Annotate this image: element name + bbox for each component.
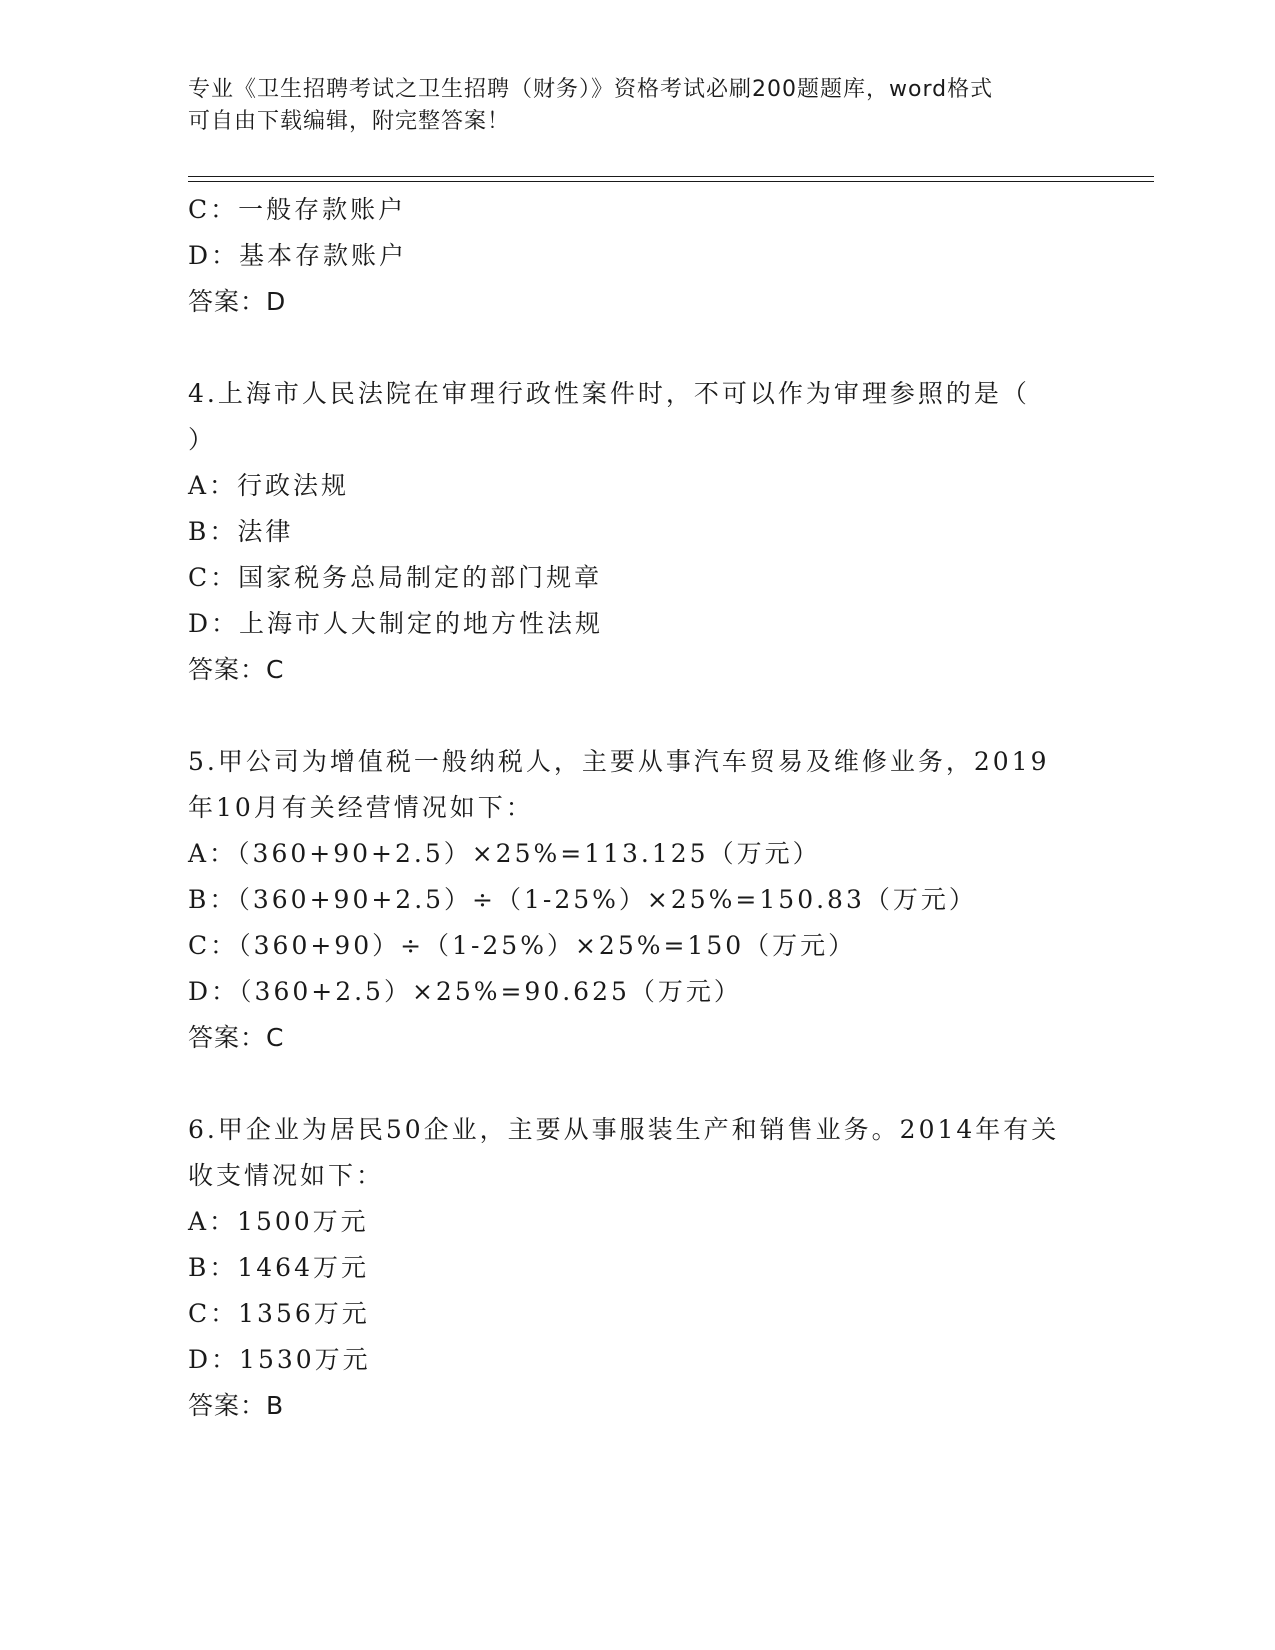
question-6 — [188, 1107, 1088, 1429]
option-a: A：1500万元 — [188, 1207, 369, 1236]
option-c: C：国家税务总局制定的部门规章 — [188, 563, 603, 592]
header-line-1: 专业《卫生招聘考试之卫生招聘（财务）》资格考试必刷200题题库，word格式 — [188, 77, 994, 102]
header-line-2: 可自由下载编辑，附完整答案！ — [188, 109, 511, 134]
answer-line: 答案：C — [188, 1023, 285, 1052]
question-stem-line-2: ） — [188, 425, 217, 454]
header-divider-bottom — [188, 181, 1154, 182]
option-b: B：（360+90+2.5）÷（1-25%）×25%=150.83（万元） — [188, 885, 977, 914]
option-d: D：1530万元 — [188, 1345, 371, 1374]
spacer — [188, 1061, 1088, 1107]
option-d: D：（360+2.5）×25%=90.625（万元） — [188, 977, 742, 1006]
document-header — [188, 74, 1088, 138]
spacer — [188, 325, 1088, 371]
answer-line: 答案：B — [188, 1391, 285, 1420]
header-divider-top — [188, 176, 1154, 177]
question-5 — [188, 739, 1088, 1061]
question-4 — [188, 371, 1088, 693]
option-c: C：（360+90）÷（1-25%）×25%=150（万元） — [188, 931, 857, 960]
spacer — [188, 693, 1088, 739]
answer-line: 答案：C — [188, 655, 285, 684]
option-d: D：基本存款账户 — [188, 241, 408, 270]
option-d: D：上海市人大制定的地方性法规 — [188, 609, 604, 638]
document-body — [188, 187, 1088, 1429]
answer-line: 答案：D — [188, 287, 287, 316]
question-stem-line-2: 年10月有关经营情况如下： — [188, 793, 534, 822]
option-b: B：法律 — [188, 517, 294, 546]
question-stem-line-1: 5.甲公司为增值税一般纳税人，主要从事汽车贸易及维修业务，2019 — [188, 747, 1050, 776]
option-b: B：1464万元 — [188, 1253, 369, 1282]
question-stem-line-1: 4.上海市人民法院在审理行政性案件时，不可以作为审理参照的是（ — [188, 379, 1030, 408]
option-c: C：一般存款账户 — [188, 195, 407, 224]
question-stem-line-1: 6.甲企业为居民50企业，主要从事服装生产和销售业务。2014年有关 — [188, 1115, 1060, 1144]
question-stem-line-2: 收支情况如下： — [188, 1161, 385, 1190]
option-a: A：（360+90+2.5）×25%=113.125（万元） — [188, 839, 821, 868]
question-3-tail — [188, 187, 1088, 325]
option-c: C：1356万元 — [188, 1299, 370, 1328]
option-a: A：行政法规 — [188, 471, 350, 500]
